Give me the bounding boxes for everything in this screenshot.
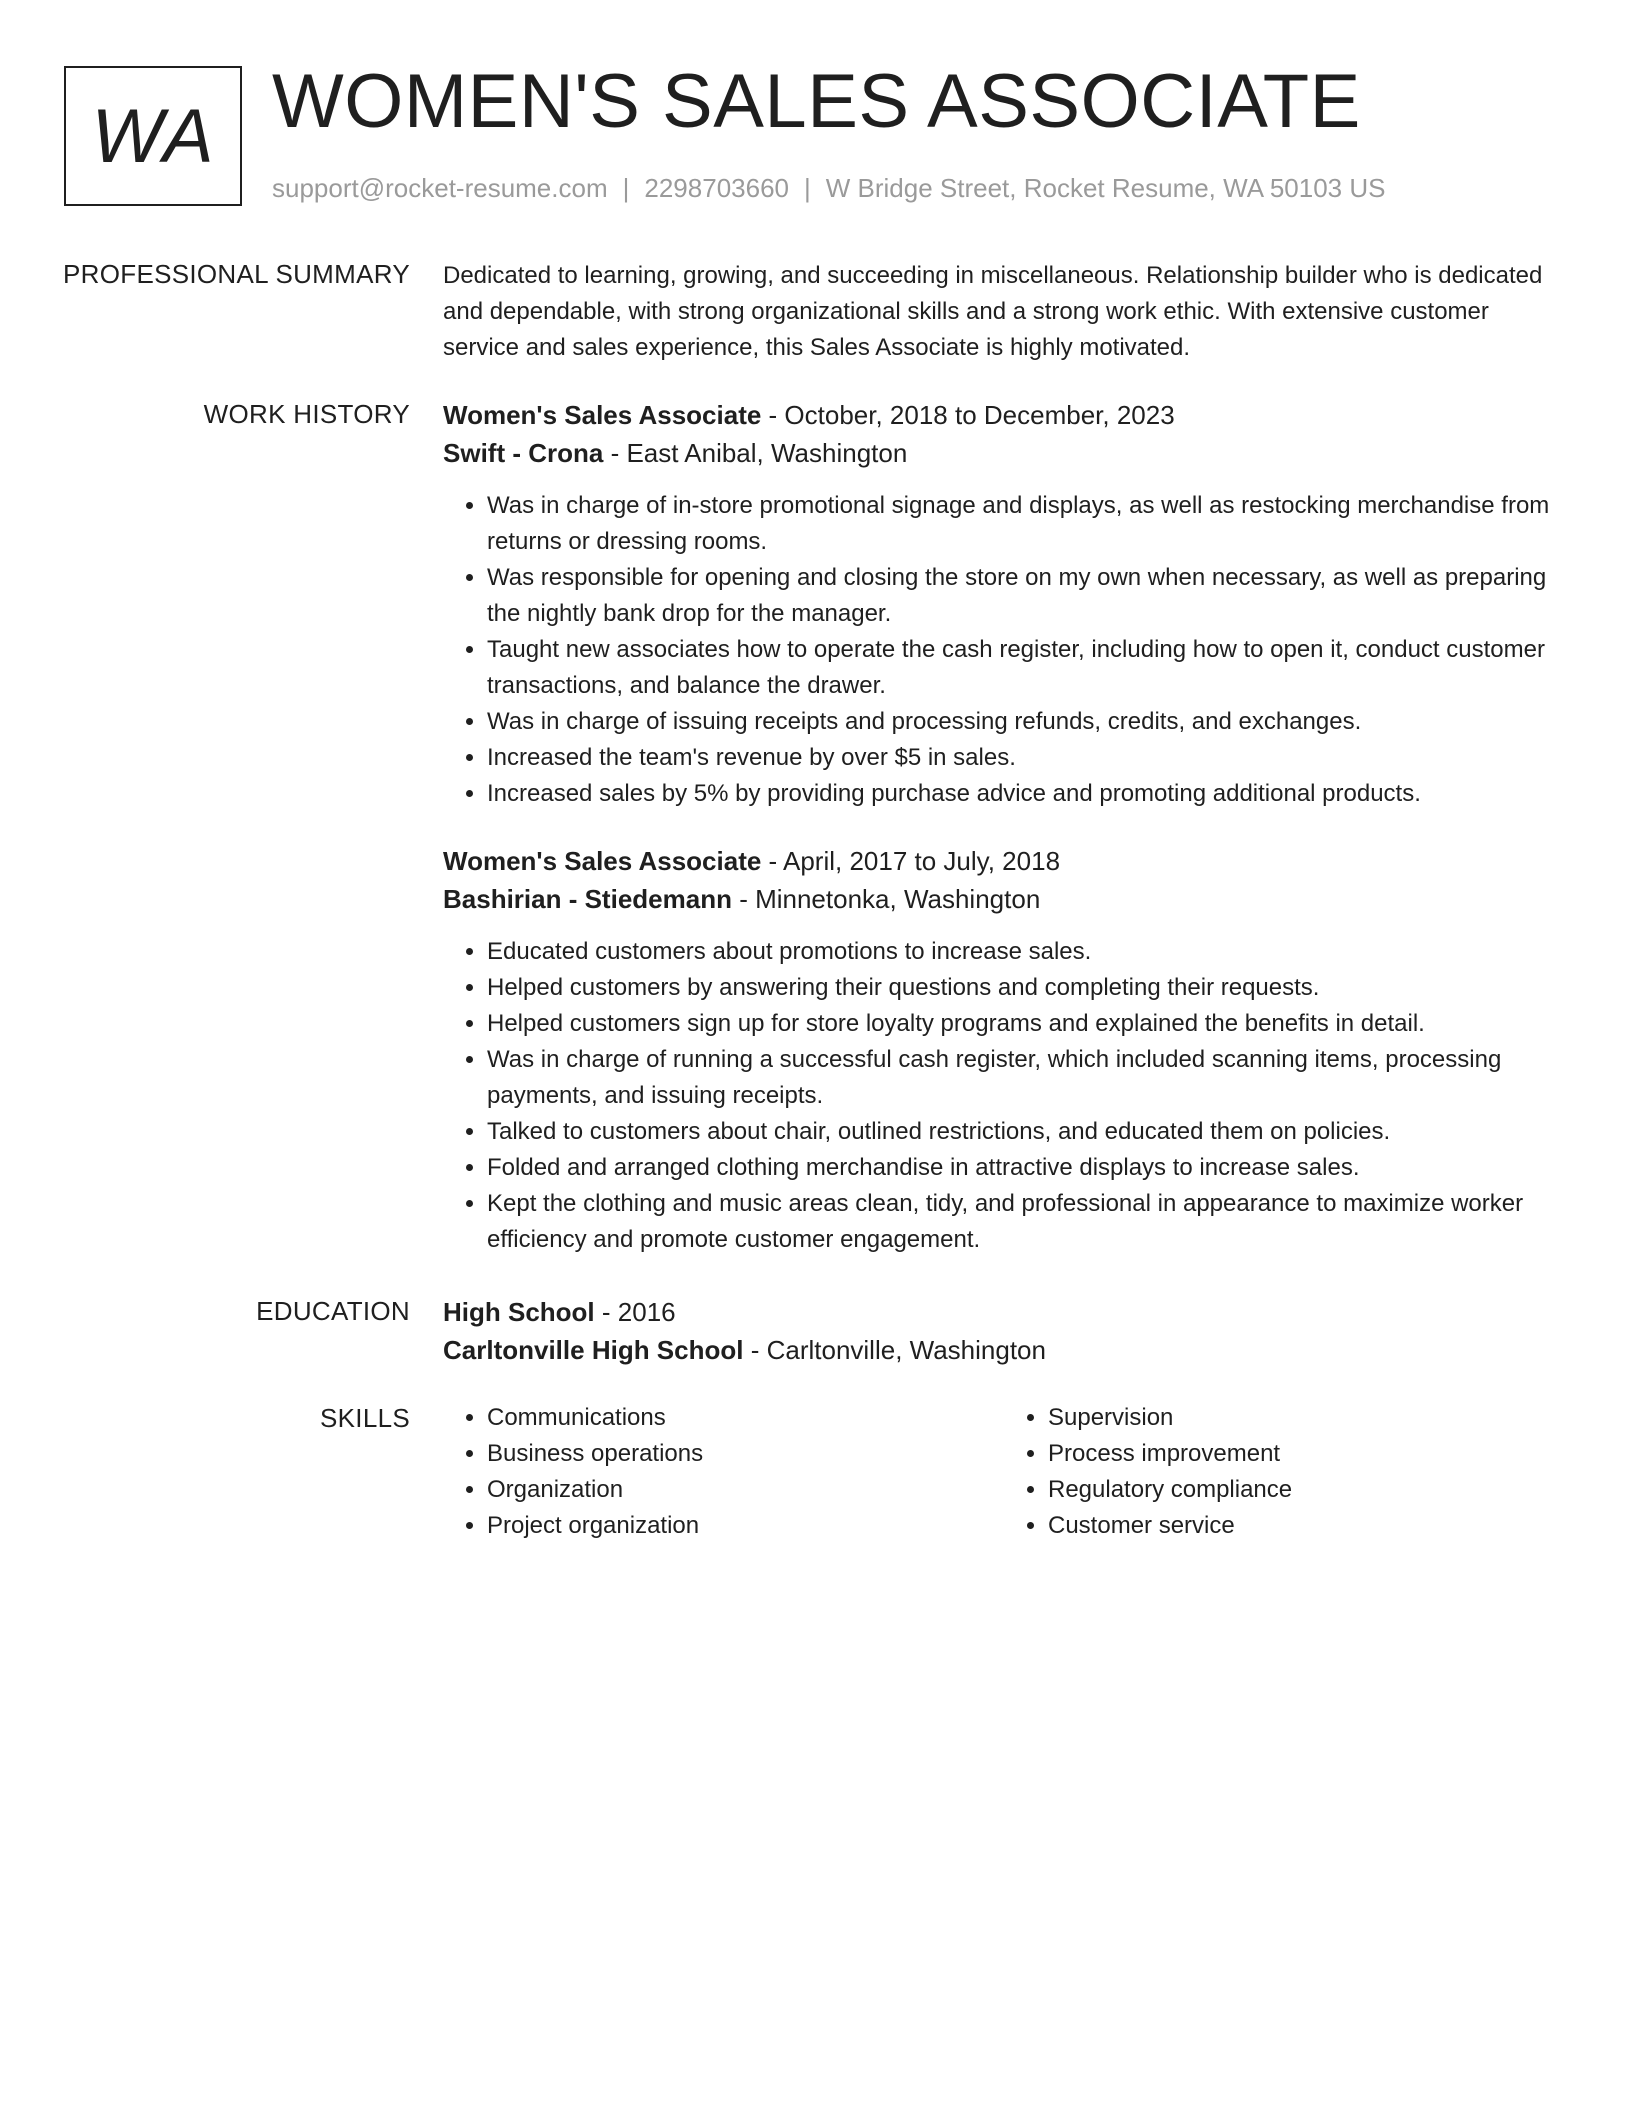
skills-column-right bbox=[1004, 1400, 1565, 1544]
job-company: Bashirian - Stiedemann bbox=[443, 884, 732, 914]
job-title-line bbox=[443, 842, 1565, 880]
job-bullet: • Increased the team's revenue by over $5 in sales. bbox=[487, 740, 1565, 776]
skill-item: • Organization bbox=[487, 1472, 1004, 1508]
work-history-body bbox=[443, 396, 1565, 1258]
skill-item: • Regulatory compliance bbox=[1048, 1472, 1565, 1508]
job-bullet: • Talked to customers about chair, outlined restrictions, and educated them on policies. bbox=[487, 1114, 1565, 1150]
summary-body bbox=[443, 258, 1565, 366]
job-dates: - October, 2018 to December, 2023 bbox=[761, 400, 1175, 430]
job-bullet: • Taught new associates how to operate the cash register, including how to open it, conduct customer transactions, and balance the drawer. bbox=[487, 632, 1565, 704]
job-company-line bbox=[443, 434, 1565, 472]
job-bullet: • Was in charge of in-store promotional signage and displays, as well as restocking merchandise from returns or dressing rooms. bbox=[487, 488, 1565, 560]
skill-item: • Customer service bbox=[1048, 1508, 1565, 1544]
job-bullet: • Helped customers by answering their questions and completing their requests. bbox=[487, 970, 1565, 1006]
job-dates: - April, 2017 to July, 2018 bbox=[761, 846, 1061, 876]
skill-item: • Supervision bbox=[1048, 1400, 1565, 1436]
skills-body bbox=[443, 1400, 1565, 1544]
job-bullet: • Helped customers sign up for store loyalty programs and explained the benefits in detail. bbox=[487, 1006, 1565, 1042]
skill-item: • Business operations bbox=[487, 1436, 1004, 1472]
education-school: Carltonville High School bbox=[443, 1335, 744, 1365]
job-location: - Minnetonka, Washington bbox=[731, 884, 1041, 914]
job-title-line bbox=[443, 396, 1565, 434]
job-company: Swift - Crona bbox=[443, 438, 604, 468]
job-bullet: • Educated customers about promotions to increase sales. bbox=[487, 934, 1565, 970]
job-bullet: • Was in charge of running a successful cash register, which included scanning items, processing payments, and issuing receipts. bbox=[487, 1042, 1565, 1114]
job-bullet: • Increased sales by 5% by providing purchase advice and promoting additional products. bbox=[487, 776, 1565, 812]
job-bullet: • Was in charge of issuing receipts and processing refunds, credits, and exchanges. bbox=[487, 704, 1565, 740]
education-location: - Carltonville, Washington bbox=[743, 1335, 1046, 1365]
education-body bbox=[443, 1293, 1565, 1369]
education-heading: EDUCATION bbox=[256, 1296, 410, 1326]
contact-email: support@rocket-resume.com bbox=[272, 173, 608, 203]
contact-line bbox=[272, 170, 1592, 206]
skill-item: • Process improvement bbox=[1048, 1436, 1565, 1472]
page-title: WOMEN'S SALES ASSOCIATE bbox=[272, 59, 1361, 144]
summary-heading: PROFESSIONAL SUMMARY bbox=[63, 259, 410, 289]
job-bullet: • Folded and arranged clothing merchandise in attractive displays to increase sales. bbox=[487, 1150, 1565, 1186]
contact-separator: | bbox=[804, 173, 811, 203]
job-bullet: • Was responsible for opening and closing the store on my own when necessary, as well as preparing the nightly bank drop for the manager. bbox=[487, 560, 1565, 632]
skills-column-left bbox=[443, 1400, 1004, 1544]
work-history-heading: WORK HISTORY bbox=[203, 399, 410, 429]
education-degree: High School bbox=[443, 1297, 595, 1327]
job-title: Women's Sales Associate bbox=[443, 846, 762, 876]
job-bullets bbox=[443, 488, 1565, 812]
job-entry bbox=[443, 396, 1565, 812]
skills-heading: SKILLS bbox=[320, 1403, 410, 1433]
job-bullets bbox=[443, 934, 1565, 1258]
job-bullet: • Kept the clothing and music areas clean, tidy, and professional in appearance to maximize worker efficiency and promote customer engagement. bbox=[487, 1186, 1565, 1258]
skill-item: • Project organization bbox=[487, 1508, 1004, 1544]
contact-phone: 2298703660 bbox=[644, 173, 789, 203]
education-year: - 2016 bbox=[594, 1297, 676, 1327]
education-degree-line bbox=[443, 1293, 1565, 1331]
skill-item: • Communications bbox=[487, 1400, 1004, 1436]
job-title: Women's Sales Associate bbox=[443, 400, 762, 430]
job-entry bbox=[443, 842, 1565, 1258]
skills-grid bbox=[443, 1400, 1565, 1544]
job-company-line bbox=[443, 880, 1565, 918]
contact-separator: | bbox=[622, 173, 630, 203]
contact-address: W Bridge Street, Rocket Resume, WA 50103 US bbox=[825, 173, 1386, 203]
education-school-line bbox=[443, 1331, 1565, 1369]
job-location: - East Anibal, Washington bbox=[603, 438, 908, 468]
monogram-logo: WA bbox=[64, 66, 242, 206]
summary-text: Dedicated to learning, growing, and succeeding in miscellaneous. Relationship builder who is dedicated and dependable, with strong organizational skills and a strong work ethic. With extensive customer service and sales experience, this Sales Associate is highly motivated. bbox=[443, 262, 1543, 361]
